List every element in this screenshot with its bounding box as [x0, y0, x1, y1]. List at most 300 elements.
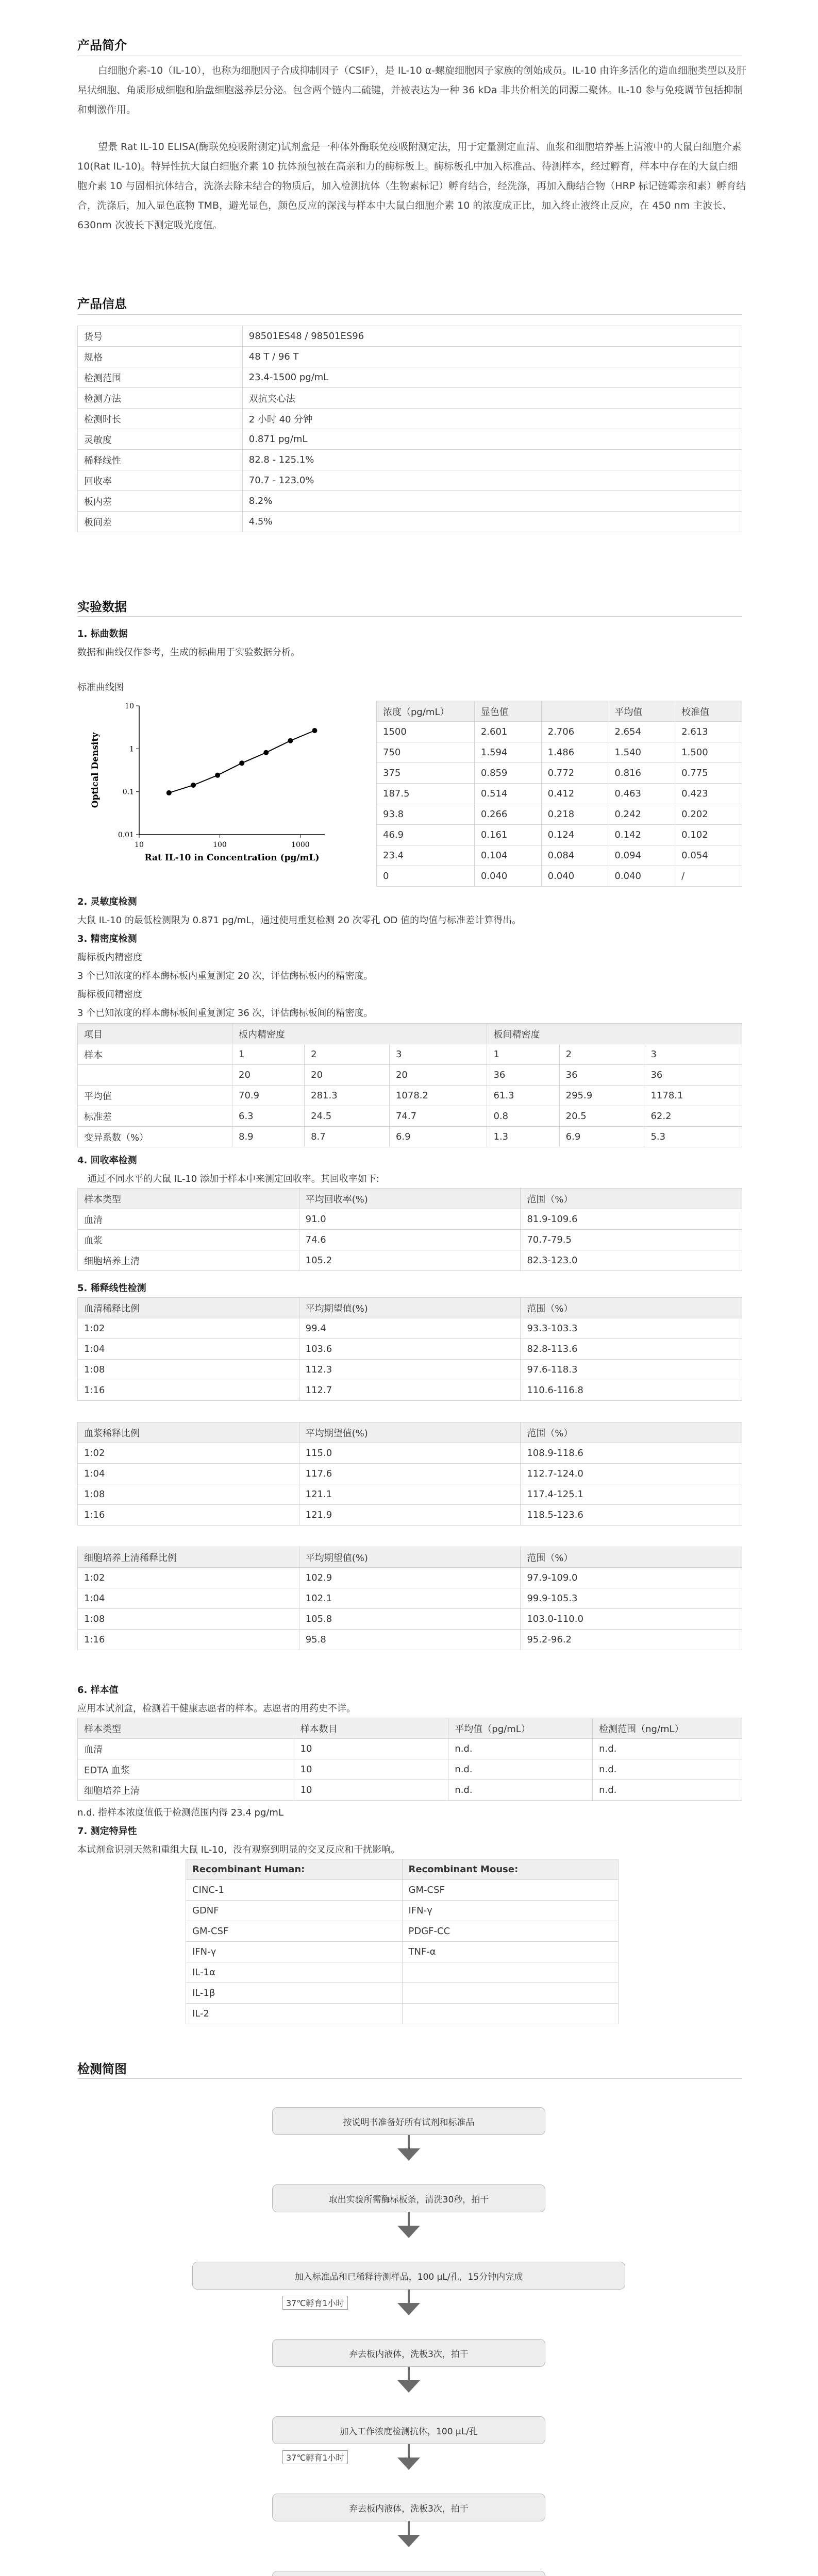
data-point [191, 783, 196, 788]
table-cell: n.d. [593, 1759, 742, 1780]
table-row [78, 1360, 742, 1380]
sample-value-table [77, 1718, 742, 1801]
table-cell: 1500 [377, 722, 475, 742]
table-cell: 23.4 [377, 845, 475, 866]
table-row [78, 388, 742, 409]
table-cell: 3 [389, 1044, 487, 1065]
table-cell: 血清 [78, 1209, 299, 1230]
info-title: 产品信息 [77, 297, 127, 311]
table-cell: 1:02 [78, 1568, 299, 1588]
table-cell: 97.6-118.3 [521, 1360, 742, 1380]
table-cell: 74.7 [389, 1106, 487, 1127]
header-cell: 血浆稀释比例 [78, 1422, 299, 1443]
s1-label: 标准曲线图 [77, 682, 124, 693]
table-cell: 108.9-118.6 [521, 1443, 742, 1464]
table-row [78, 409, 742, 429]
table-cell: 2.613 [675, 722, 742, 742]
dilution-serum-table [77, 1297, 742, 1401]
table-header-row [186, 1859, 619, 1880]
table-row [78, 1443, 742, 1464]
table-cell: 10 [294, 1780, 448, 1801]
table-cell: 61.3 [487, 1086, 559, 1106]
table-row [78, 367, 742, 388]
table-cell: 1:04 [78, 1588, 299, 1609]
table-cell: 1.540 [608, 742, 675, 763]
x-tick-label: 10 [135, 841, 144, 849]
intro-paragraph-1: 白细胞介素-10（IL-10），也称为细胞因子合成抑制因子（CSIF），是 IL-10 α-螺旋细胞因子家族的创始成员。IL-10 由许多活化的造血细胞类型以及肝星状细胞、角质形成细胞和胎盘细胞滋养层分泌。包含两个链内二硫键，并被表达为一种 36 kDa 非共价相关的同源二聚体。IL-10 参与免疫调节包括抑制和刺激作用。 [77, 65, 747, 115]
recovery-table [77, 1188, 742, 1271]
table-cell: 1:16 [78, 1505, 299, 1526]
table-cell: 121.9 [299, 1505, 521, 1526]
table-cell: IL-1β [186, 1983, 403, 2004]
table-cell: 1:16 [78, 1630, 299, 1650]
table-cell: 36 [559, 1065, 644, 1086]
table-row [78, 326, 742, 347]
table-cell: 1:08 [78, 1484, 299, 1505]
table-cell: 0 [377, 866, 475, 887]
s1-title: 1. 标曲数据 [77, 629, 128, 639]
table-cell: 112.3 [299, 1360, 521, 1380]
flow-step: 取出实验所需酶标板条，清洗30秒，拍干 [272, 2184, 545, 2212]
table-cell: 1:02 [78, 1318, 299, 1339]
intro-title: 产品简介 [77, 38, 127, 53]
header-cell: 平均期望值(%) [299, 1422, 521, 1443]
table-cell: 1.486 [541, 742, 608, 763]
table-row [78, 1759, 742, 1780]
table-row [78, 1250, 742, 1271]
table-cell: 115.0 [299, 1443, 521, 1464]
table-cell: 70.7 - 123.0% [242, 470, 742, 491]
table-row [186, 1880, 619, 1901]
s4-desc: 通过不同水平的大鼠 IL-10 添加于样本中来测定回收率。其回收率如下: [88, 1174, 379, 1184]
y-axis-label: Optical Density [90, 732, 101, 808]
table-cell: 1:04 [78, 1464, 299, 1484]
table-row [186, 2004, 619, 2024]
table-cell: IFN-γ [186, 1942, 403, 1962]
flow-title: 检测简图 [77, 2062, 127, 2076]
table-header-row [377, 701, 742, 722]
table-cell: 93.8 [377, 804, 475, 825]
table-cell: 82.3-123.0 [521, 1250, 742, 1271]
header-cell: 样本类型 [78, 1189, 299, 1209]
table-row [377, 845, 742, 866]
table-cell: 1 [232, 1044, 305, 1065]
table-cell: 48 T / 96 T [242, 347, 742, 367]
table-cell: 1:08 [78, 1360, 299, 1380]
table-cell: 0.772 [541, 763, 608, 784]
table-row [377, 784, 742, 804]
table-cell: 0.094 [608, 845, 675, 866]
data-point [288, 738, 293, 743]
data-point [166, 790, 172, 795]
table-cell: 82.8-113.6 [521, 1339, 742, 1360]
table-cell: 0.054 [675, 845, 742, 866]
table-cell: 93.3-103.3 [521, 1318, 742, 1339]
table-cell: 0.161 [474, 825, 541, 845]
table-cell: 0.8 [487, 1106, 559, 1127]
table-cell: 5.3 [644, 1127, 742, 1147]
table-cell: 0.102 [675, 825, 742, 845]
s2-desc: 大鼠 IL-10 的最低检测限为 0.871 pg/mL，通过使用重复检测 20 次零孔 OD 值的均值与标准差计算得出。 [77, 915, 522, 926]
table-cell: 0.202 [675, 804, 742, 825]
table-header-row [78, 1024, 742, 1044]
table-row [78, 1318, 742, 1339]
s3-line-2: 3 个已知浓度的样本酶标板内重复测定 20 次，评估酶标板内的精密度。 [77, 971, 373, 981]
flow-step: 弃去板内液体，洗板3次，拍干 [272, 2339, 545, 2367]
standard-curve-table [376, 701, 742, 887]
table-header-row [78, 1547, 742, 1568]
table-cell: 检测方法 [78, 388, 243, 409]
arrow-down-icon [397, 2226, 420, 2238]
table-cell: 105.2 [299, 1250, 521, 1271]
table-cell: 1:16 [78, 1380, 299, 1401]
standard-curve-chart [77, 696, 345, 871]
table-cell [402, 1962, 619, 1983]
intro-paragraph-2: 望景 Rat IL-10 ELISA(酶联免疫吸附测定)试剂盒是一种体外酶联免疫吸附测定法，用于定量测定血清、血浆和细胞培养基上清液中的大鼠白细胞介素10(Rat IL-10)。特异性抗大鼠白细胞介素 10 抗体预包被在高亲和力的酶标板上。酶标板孔中加入标准品、待测样本，经过孵育，样本中存在的大鼠白细胞介素 10 与固相抗体结合，洗涤去除未结合的物质后，加入检测抗体（生物素标记）孵育结合，经洗涤，再加入酶结合物（HRP 标记链霉亲和素）孵育结合，洗涤后，加入显色底物 TMB，避光显色，颜色反应的深浅与样本中大鼠白细胞介素 10 的浓度成正比，加入终止液终止反应，在 450 nm 主波长、630nm 次波长下测定吸光度值。 [77, 141, 746, 231]
dilution-supernatant-table [77, 1547, 742, 1650]
header-cell: 范围（%） [521, 1422, 742, 1443]
table-cell: 0.242 [608, 804, 675, 825]
header-cell: 平均值（pg/mL） [448, 1718, 593, 1739]
table-cell: 0.423 [675, 784, 742, 804]
table-cell: 8.2% [242, 491, 742, 512]
incubation-tag: 37℃孵育1小时 [282, 2450, 348, 2464]
arrow-down-icon [397, 2380, 420, 2393]
table-cell: 20 [389, 1065, 487, 1086]
table-cell: 81.9-109.6 [521, 1209, 742, 1230]
table-cell: 0.514 [474, 784, 541, 804]
table-row [78, 1464, 742, 1484]
header-cell: 板间精密度 [487, 1024, 742, 1044]
table-row [78, 1588, 742, 1609]
table-cell: 细胞培养上清 [78, 1780, 294, 1801]
header-cell: 浓度（pg/mL） [377, 701, 475, 722]
table-row [78, 1127, 742, 1147]
table-cell: 24.5 [305, 1106, 390, 1127]
s1-desc: 数据和曲线仅作参考，生成的标曲用于实验数据分析。 [77, 647, 300, 658]
table-cell: 117.4-125.1 [521, 1484, 742, 1505]
table-cell: 99.9-105.3 [521, 1588, 742, 1609]
incubation-tag: 37℃孵育1小时 [282, 2296, 348, 2310]
x-axis-label: Rat IL-10 in Concentration (pg/mL) [144, 853, 320, 863]
table-row [377, 763, 742, 784]
table-cell: GDNF [186, 1901, 403, 1921]
table-cell: IFN-γ [402, 1901, 619, 1921]
table-cell: 750 [377, 742, 475, 763]
table-row [78, 1568, 742, 1588]
x-tick-label: 1000 [291, 841, 310, 849]
table-cell: 118.5-123.6 [521, 1505, 742, 1526]
table-row [186, 1942, 619, 1962]
table-header-row [78, 1189, 742, 1209]
header-cell: 检测范围（ng/mL） [593, 1718, 742, 1739]
table-row [78, 512, 742, 532]
table-cell: 121.1 [299, 1484, 521, 1505]
arrow-stem [408, 2444, 410, 2459]
table-cell: 117.6 [299, 1464, 521, 1484]
table-cell: 112.7-124.0 [521, 1464, 742, 1484]
arrow-stem [408, 2521, 410, 2536]
divider [77, 2078, 742, 2079]
table-cell: 0.266 [474, 804, 541, 825]
table-cell: IL-1α [186, 1962, 403, 1983]
table-row [78, 1086, 742, 1106]
table-cell: 62.2 [644, 1106, 742, 1127]
arrow-down-icon [397, 2303, 420, 2315]
table-cell: 检测时长 [78, 409, 243, 429]
table-cell: 8.9 [232, 1127, 305, 1147]
table-cell: 82.8 - 125.1% [242, 450, 742, 470]
s2-title: 2. 灵敏度检测 [77, 896, 137, 907]
table-cell: 20.5 [559, 1106, 644, 1127]
data-point [312, 728, 317, 733]
header-cell: 平均回收率(%) [299, 1189, 521, 1209]
table-row [78, 1339, 742, 1360]
table-cell: 2.601 [474, 722, 541, 742]
flow-step: 加入工作浓度检测抗体，100 μL/孔 [272, 2416, 545, 2444]
table-cell: 检测范围 [78, 367, 243, 388]
table-header-row [78, 1422, 742, 1443]
table-cell: 变异系数（%） [78, 1127, 232, 1147]
table-row [78, 1044, 742, 1065]
header-cell: 平均值 [608, 701, 675, 722]
arrow-stem [408, 2290, 410, 2304]
table-cell: 0.463 [608, 784, 675, 804]
table-row [78, 1106, 742, 1127]
table-cell: 2 小时 40 分钟 [242, 409, 742, 429]
data-point [239, 760, 244, 766]
table-row [186, 1921, 619, 1942]
table-header-row [78, 1718, 742, 1739]
table-cell: 血清 [78, 1739, 294, 1759]
table-row [78, 1065, 742, 1086]
s3-line-1: 酶标板内精密度 [77, 952, 142, 963]
table-cell: 36 [487, 1065, 559, 1086]
divider [77, 314, 742, 315]
header-cell: 样本数目 [294, 1718, 448, 1739]
table-cell: 平均值 [78, 1086, 232, 1106]
product-info-table [77, 326, 742, 532]
table-cell: n.d. [448, 1739, 593, 1759]
table-cell: 295.9 [559, 1086, 644, 1106]
specificity-table [186, 1859, 619, 2024]
table-cell: 1.500 [675, 742, 742, 763]
table-cell: 102.1 [299, 1588, 521, 1609]
table-cell: 1178.1 [644, 1086, 742, 1106]
table-cell: 1.3 [487, 1127, 559, 1147]
table-cell: 标准差 [78, 1106, 232, 1127]
table-cell: n.d. [448, 1780, 593, 1801]
table-cell: 0.142 [608, 825, 675, 845]
table-cell: PDGF-CC [402, 1921, 619, 1942]
table-cell: 0.816 [608, 763, 675, 784]
arrow-down-icon [397, 2458, 420, 2470]
s5-title: 5. 稀释线性检测 [77, 1283, 146, 1294]
arrow-down-icon [397, 2535, 420, 2547]
table-cell: 6.3 [232, 1106, 305, 1127]
table-cell: 1 [487, 1044, 559, 1065]
table-cell: 103.6 [299, 1339, 521, 1360]
table-cell: 3 [644, 1044, 742, 1065]
table-cell [402, 2004, 619, 2024]
table-cell: 2.706 [541, 722, 608, 742]
table-cell: 0.040 [474, 866, 541, 887]
table-row [186, 1901, 619, 1921]
table-cell: 0.218 [541, 804, 608, 825]
table-row [78, 429, 742, 450]
precision-table [77, 1023, 742, 1147]
table-row [78, 1780, 742, 1801]
table-cell: 血浆 [78, 1230, 299, 1250]
table-cell: 187.5 [377, 784, 475, 804]
table-cell: EDTA 血浆 [78, 1759, 294, 1780]
s6-title: 6. 样本值 [77, 1685, 119, 1696]
s7-title: 7. 测定特异性 [77, 1826, 137, 1837]
table-cell: IL-2 [186, 2004, 403, 2024]
table-row [78, 450, 742, 470]
table-row [377, 866, 742, 887]
y-tick-label: 1 [129, 745, 134, 754]
table-cell: 20 [305, 1065, 390, 1086]
arrow-stem [408, 2212, 410, 2227]
table-cell: 0.124 [541, 825, 608, 845]
table-row [78, 1609, 742, 1630]
table-cell: 0.104 [474, 845, 541, 866]
s6-desc: 应用本试剂盒，检测若干健康志愿者的样本。志愿者的用药史不详。 [77, 1703, 356, 1714]
header-cell: 板内精密度 [232, 1024, 487, 1044]
table-row [78, 1505, 742, 1526]
table-cell: 0.040 [608, 866, 675, 887]
table-cell: 103.0-110.0 [521, 1609, 742, 1630]
table-cell: 95.8 [299, 1630, 521, 1650]
table-header-row [78, 1298, 742, 1318]
table-cell: 4.5% [242, 512, 742, 532]
table-cell: n.d. [593, 1780, 742, 1801]
arrow-down-icon [397, 2148, 420, 2161]
header-cell [541, 701, 608, 722]
table-cell: 1:02 [78, 1443, 299, 1464]
table-cell: 1:04 [78, 1339, 299, 1360]
s4-title: 4. 回收率检测 [77, 1155, 137, 1166]
table-row [78, 1484, 742, 1505]
header-cell: 平均期望值(%) [299, 1298, 521, 1318]
table-cell: 0.775 [675, 763, 742, 784]
flow-step [272, 2571, 545, 2576]
table-row [377, 804, 742, 825]
table-cell: 20 [232, 1065, 305, 1086]
header-cell: 范围（%） [521, 1298, 742, 1318]
s3-line-3: 酶标板间精密度 [77, 989, 142, 1000]
data-point [215, 773, 220, 778]
header-cell: 血清稀释比例 [78, 1298, 299, 1318]
table-row [377, 825, 742, 845]
table-cell: 98501ES48 / 98501ES96 [242, 326, 742, 347]
table-cell: 95.2-96.2 [521, 1630, 742, 1650]
s7-desc: 本试剂盒识别天然和重组大鼠 IL-10，没有观察到明显的交叉反应和干扰影响。 [77, 1844, 400, 1855]
s6-note: n.d. 指样本浓度值低于检测范围内得 23.4 pg/mL [77, 1807, 283, 1818]
table-cell: 2 [305, 1044, 390, 1065]
table-cell: 110.6-116.8 [521, 1380, 742, 1401]
s3-line-4: 3 个已知浓度的样本酶标板间重复测定 36 次，评估酶标板间的精密度。 [77, 1008, 373, 1019]
table-row [78, 1230, 742, 1250]
table-cell: 36 [644, 1065, 742, 1086]
table-cell: 10 [294, 1759, 448, 1780]
table-cell: 双抗夹心法 [242, 388, 742, 409]
table-cell: 样本 [78, 1044, 232, 1065]
table-cell: 97.9-109.0 [521, 1568, 742, 1588]
header-cell: 样本类型 [78, 1718, 294, 1739]
table-row [78, 470, 742, 491]
table-cell: CINC-1 [186, 1880, 403, 1901]
table-cell: 91.0 [299, 1209, 521, 1230]
table-cell: 2.654 [608, 722, 675, 742]
table-cell: 灵敏度 [78, 429, 243, 450]
table-cell: 板间差 [78, 512, 243, 532]
header-cell: 平均期望值(%) [299, 1547, 521, 1568]
table-cell: / [675, 866, 742, 887]
arrow-stem [408, 2367, 410, 2381]
table-cell: 规格 [78, 347, 243, 367]
table-cell: 0.871 pg/mL [242, 429, 742, 450]
table-cell: 板内差 [78, 491, 243, 512]
table-cell: 99.4 [299, 1318, 521, 1339]
data-point [263, 750, 269, 755]
table-cell [78, 1065, 232, 1086]
dilution-plasma-table [77, 1422, 742, 1526]
table-cell: 0.084 [541, 845, 608, 866]
table-cell: 46.9 [377, 825, 475, 845]
table-row [78, 1380, 742, 1401]
table-cell: 23.4-1500 pg/mL [242, 367, 742, 388]
experiment-title: 实验数据 [77, 600, 127, 614]
table-cell: 105.8 [299, 1609, 521, 1630]
header-cell: 校准值 [675, 701, 742, 722]
table-cell [402, 1983, 619, 2004]
table-cell: 细胞培养上清 [78, 1250, 299, 1271]
table-cell: 0.412 [541, 784, 608, 804]
header-cell: 细胞培养上清稀释比例 [78, 1547, 299, 1568]
table-row [186, 1983, 619, 2004]
flow-step: 加入标准品和已稀释待测样品，100 μL/孔，15分钟内完成 [192, 2262, 625, 2290]
header-cell: Recombinant Human: [186, 1859, 403, 1880]
table-cell: 74.6 [299, 1230, 521, 1250]
table-cell: 货号 [78, 326, 243, 347]
table-cell: 0.859 [474, 763, 541, 784]
table-cell: 回收率 [78, 470, 243, 491]
table-cell: 375 [377, 763, 475, 784]
s3-title: 3. 精密度检测 [77, 934, 137, 944]
table-cell: GM-CSF [402, 1880, 619, 1901]
table-row [377, 722, 742, 742]
header-cell: 范围（%） [521, 1189, 742, 1209]
table-cell: 1078.2 [389, 1086, 487, 1106]
header-cell: 显色值 [474, 701, 541, 722]
table-cell: 8.7 [305, 1127, 390, 1147]
table-cell: 6.9 [389, 1127, 487, 1147]
flow-step: 弃去板内液体，洗板3次，拍干 [272, 2494, 545, 2521]
table-cell: 1.594 [474, 742, 541, 763]
y-tick-label: 10 [125, 702, 134, 710]
table-cell: 70.9 [232, 1086, 305, 1106]
table-cell: n.d. [593, 1739, 742, 1759]
table-row [78, 347, 742, 367]
table-cell: 6.9 [559, 1127, 644, 1147]
table-cell: 102.9 [299, 1568, 521, 1588]
y-tick-label: 0.01 [118, 831, 134, 839]
table-cell: n.d. [448, 1759, 593, 1780]
table-cell: 10 [294, 1739, 448, 1759]
table-cell: GM-CSF [186, 1921, 403, 1942]
